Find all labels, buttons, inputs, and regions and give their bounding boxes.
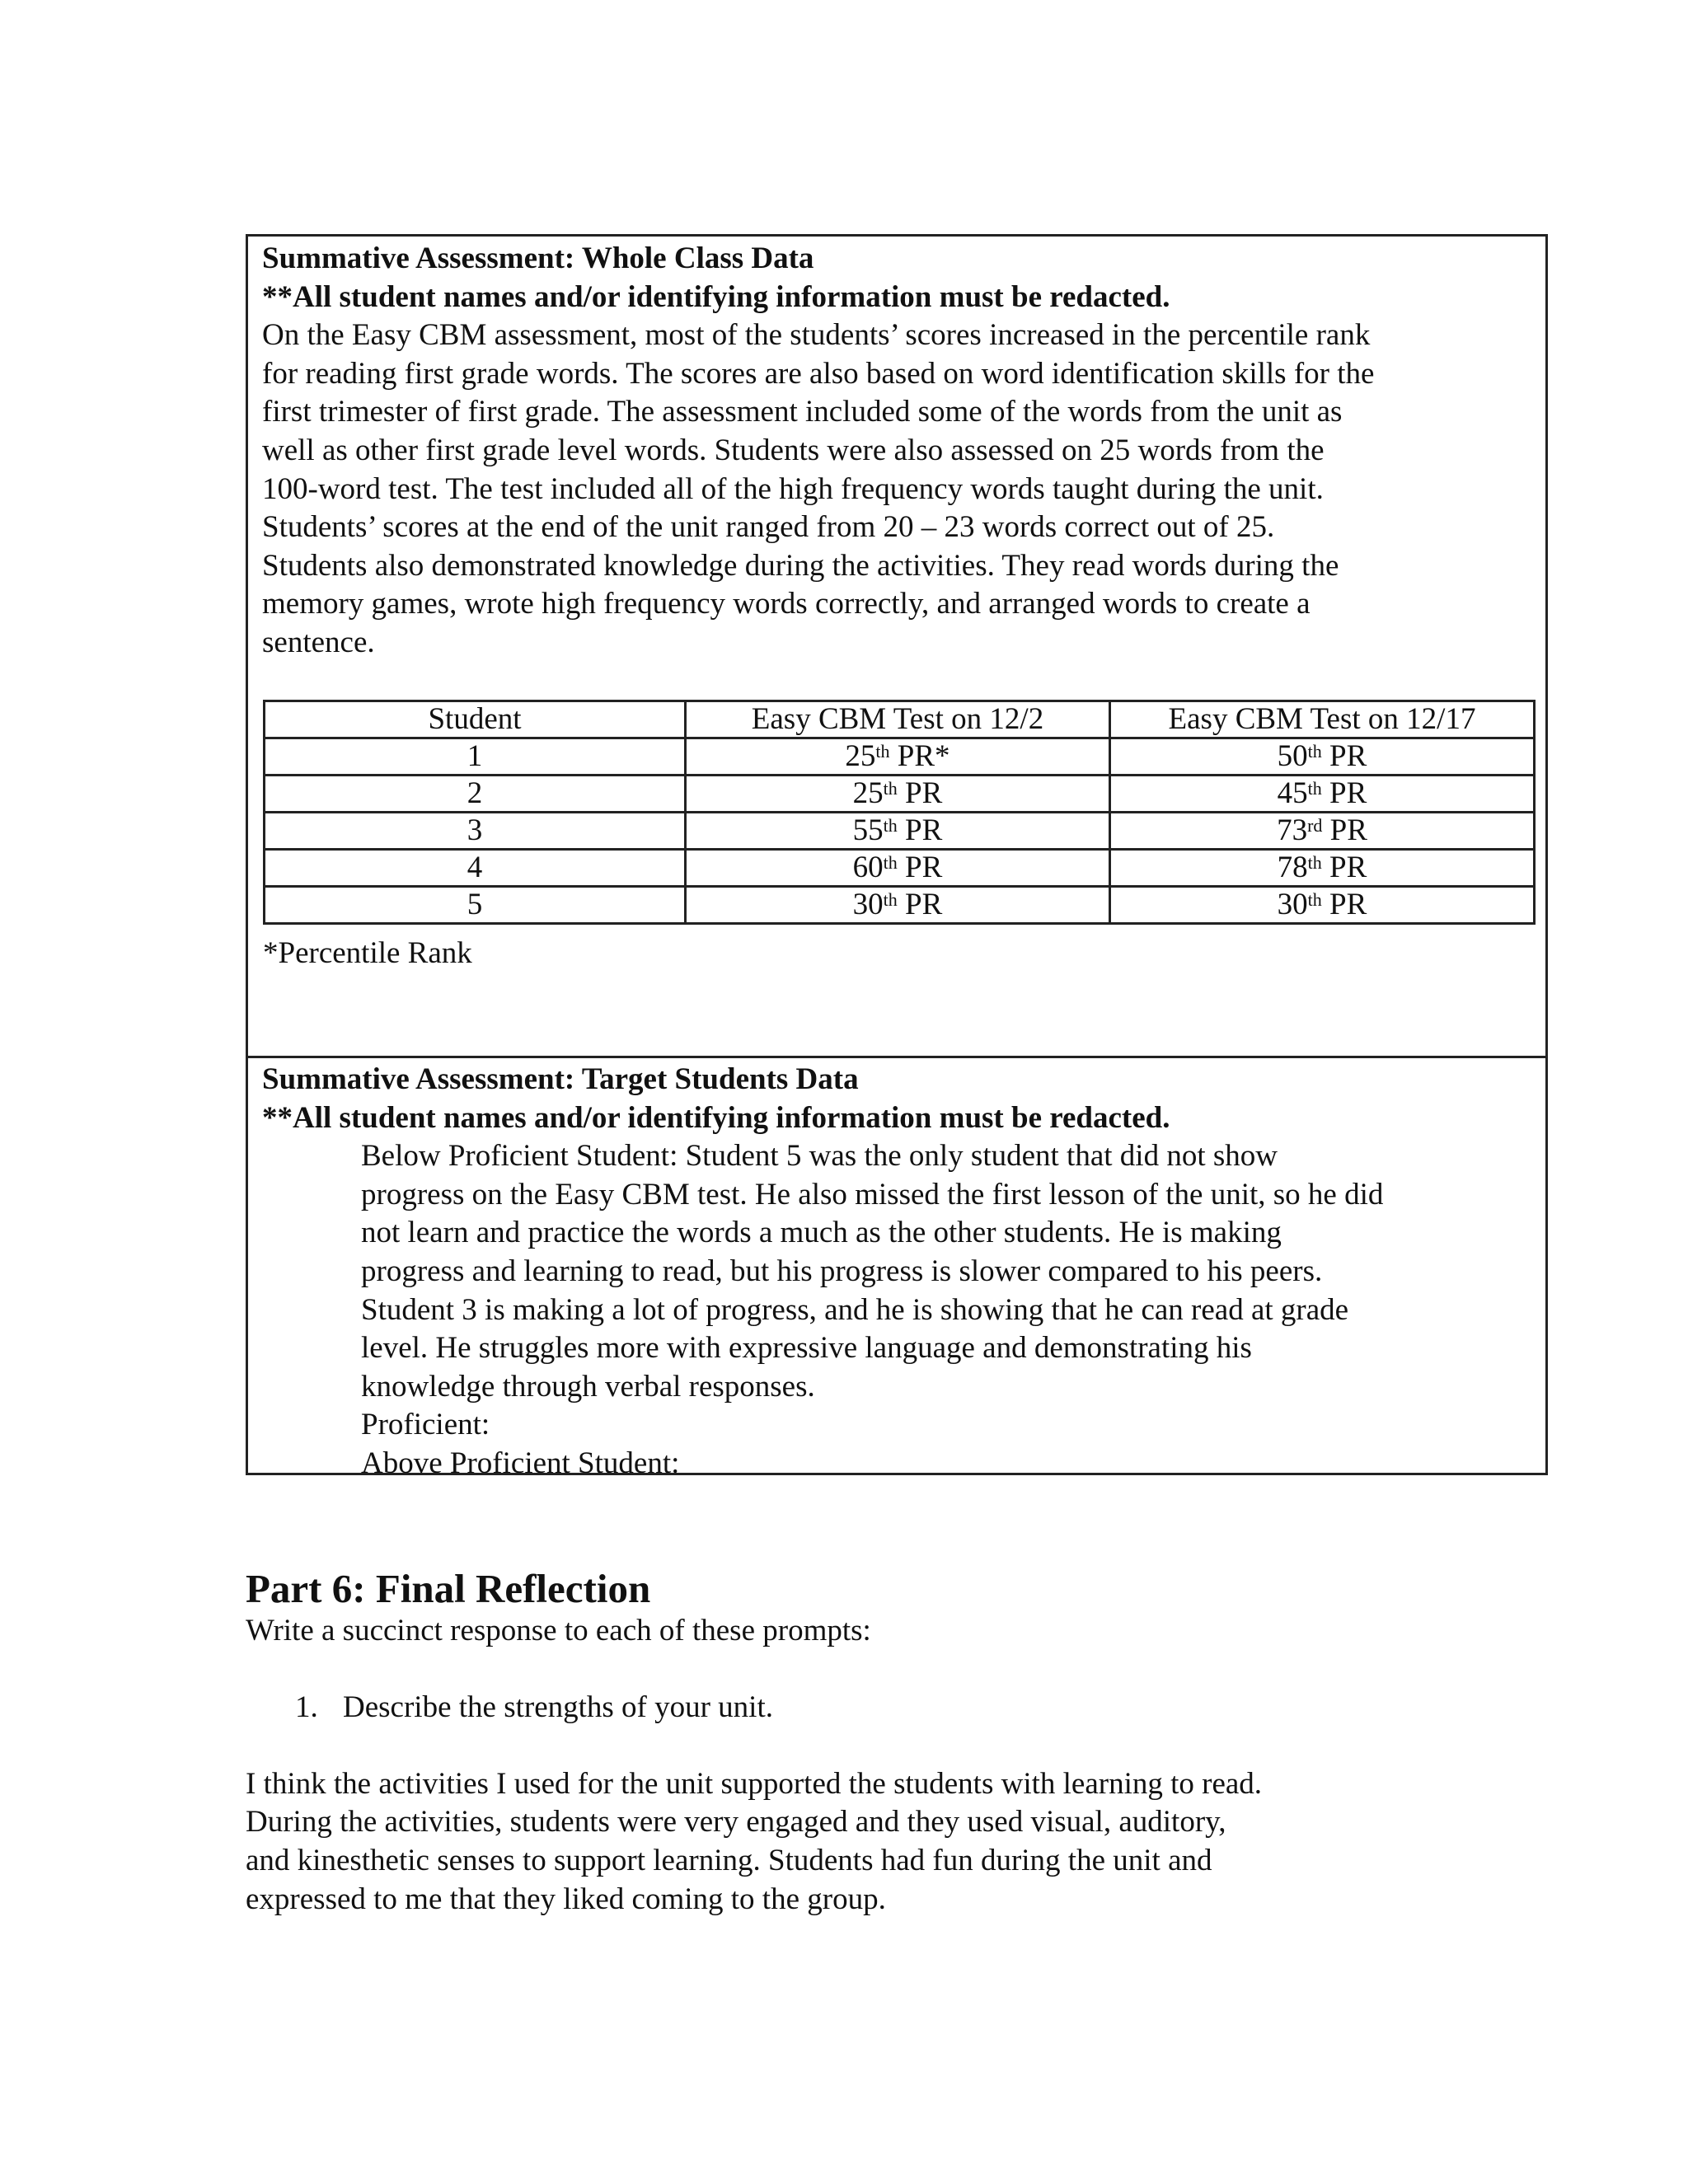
text-line: Student 3 is making a lot of progress, and he is showing that he can read at grade (361, 1292, 1349, 1327)
ordinal-suffix: th (883, 889, 898, 910)
unit: PR (897, 813, 943, 847)
test1-cell (686, 738, 1110, 776)
prompt-number: 1. (295, 1690, 318, 1724)
score: 55 (852, 813, 884, 847)
section-divider (248, 1056, 1545, 1058)
unit: PR (1322, 813, 1367, 847)
text-line: knowledge through verbal responses. (361, 1369, 815, 1404)
redact-note: **All student names and/or identifying information must be redacted. (262, 1100, 1170, 1135)
text-line: memory games, wrote high frequency words correctly, and arranged words to create a (262, 587, 1311, 621)
text-line: for reading first grade words. The scores are also based on word identification skills for the (262, 356, 1375, 391)
prompt-text: Describe the strengths of your unit. (343, 1690, 773, 1724)
table-row (265, 850, 1535, 887)
text-line: Students also demonstrated knowledge during the activities. They read words during the (262, 548, 1339, 583)
text-line: 100-word test. The test included all of the high frequency words taught during the unit. (262, 471, 1324, 506)
unit: PR* (889, 739, 950, 773)
text-line: and kinesthetic senses to support learning. Students had fun during the unit and (246, 1844, 1212, 1878)
table-header-row (265, 701, 1535, 738)
student-cell: 1 (265, 738, 686, 776)
section-title: Summative Assessment: Target Students Data (262, 1062, 859, 1096)
response-text (246, 1765, 1262, 1919)
test2-cell (1110, 850, 1535, 887)
unit: PR (1321, 851, 1367, 884)
student-cell: 5 (265, 887, 686, 924)
ordinal-suffix: th (1307, 778, 1322, 799)
score: 25 (852, 776, 884, 810)
final-reflection-section (246, 1566, 1262, 1919)
text-line: On the Easy CBM assessment, most of the students’ scores increased in the percentile rank (262, 318, 1371, 353)
text-line: Below Proficient Student: Student 5 was the only student that did not show (361, 1139, 1278, 1174)
test2-cell (1110, 776, 1535, 813)
unit: PR (1321, 776, 1367, 810)
student-cell: 3 (265, 813, 686, 850)
table-row (265, 813, 1535, 850)
text-line: During the activities, students were very engaged and they used visual, auditory, (246, 1805, 1226, 1840)
whole-class-section (262, 240, 1537, 663)
text-line: Above Proficient Student: (361, 1446, 680, 1480)
ordinal-suffix: th (883, 815, 898, 836)
text-line: progress and learning to read, but his progress is slower compared to his peers. (361, 1254, 1323, 1288)
unit: PR (897, 851, 943, 884)
part6-heading: Part 6: Final Reflection (246, 1566, 651, 1611)
ordinal-suffix: th (883, 852, 898, 873)
section-title: Summative Assessment: Whole Class Data (262, 241, 814, 275)
text-line: Proficient: (361, 1408, 490, 1442)
unit: PR (897, 776, 943, 810)
text-line: expressed to me that they liked coming to the group. (246, 1882, 886, 1916)
score: 73 (1277, 813, 1308, 847)
unit: PR (1321, 888, 1367, 921)
score: 60 (852, 851, 884, 884)
student-cell: 4 (265, 850, 686, 887)
table-row (265, 738, 1535, 776)
ordinal-suffix: th (1307, 852, 1322, 873)
body-text (262, 316, 1537, 662)
score: 25 (845, 739, 876, 773)
text-line: not learn and practice the words a much as the other students. He is making (361, 1216, 1282, 1250)
text-line: level. He struggles more with expressive language and demonstrating his (361, 1331, 1252, 1366)
ordinal-suffix: th (1307, 741, 1322, 762)
header-cell: Easy CBM Test on 12/17 (1110, 701, 1535, 738)
ordinal-suffix: th (875, 741, 890, 762)
test2-cell (1110, 887, 1535, 924)
header-cell: Easy CBM Test on 12/2 (686, 701, 1110, 738)
redact-note: **All student names and/or identifying information must be redacted. (262, 279, 1170, 314)
ordinal-suffix: th (1307, 889, 1322, 910)
table-row (265, 776, 1535, 813)
unit: PR (1321, 739, 1367, 773)
text-line: sentence. (262, 625, 375, 659)
footnote: *Percentile Rank (263, 936, 472, 970)
table-row (265, 887, 1535, 924)
prompt-list-item (246, 1689, 1262, 1727)
text-line: well as other first grade level words. Students were also assessed on 25 words from the (262, 433, 1325, 467)
score: 45 (1277, 776, 1308, 810)
text-line: I think the activities I used for the unit supported the students with learning to read. (246, 1766, 1263, 1801)
text-line: first trimester of first grade. The assessment included some of the words from the unit as (262, 395, 1343, 429)
text-line: Students’ scores at the end of the unit ranged from 20 – 23 words correct out of 25. (262, 510, 1275, 545)
score: 30 (1277, 888, 1308, 921)
test1-cell (686, 813, 1110, 850)
test2-cell (1110, 738, 1535, 776)
test1-cell (686, 887, 1110, 924)
part6-intro: Write a succinct response to each of these prompts: (246, 1614, 871, 1647)
ordinal-suffix: th (883, 778, 898, 799)
body-text (262, 1137, 1537, 1483)
ordinal-suffix: rd (1307, 815, 1323, 836)
score: 78 (1277, 851, 1308, 884)
text-line: progress on the Easy CBM test. He also missed the first lesson of the unit, so he did (361, 1177, 1384, 1212)
score: 50 (1277, 739, 1308, 773)
score: 30 (852, 888, 884, 921)
test2-cell (1110, 813, 1535, 850)
unit: PR (897, 888, 943, 921)
header-cell: Student (265, 701, 686, 738)
scores-table (263, 700, 1536, 925)
test1-cell (686, 776, 1110, 813)
assessment-box (246, 234, 1548, 1480)
student-cell: 2 (265, 776, 686, 813)
target-students-section (262, 1061, 1537, 1483)
test1-cell (686, 850, 1110, 887)
